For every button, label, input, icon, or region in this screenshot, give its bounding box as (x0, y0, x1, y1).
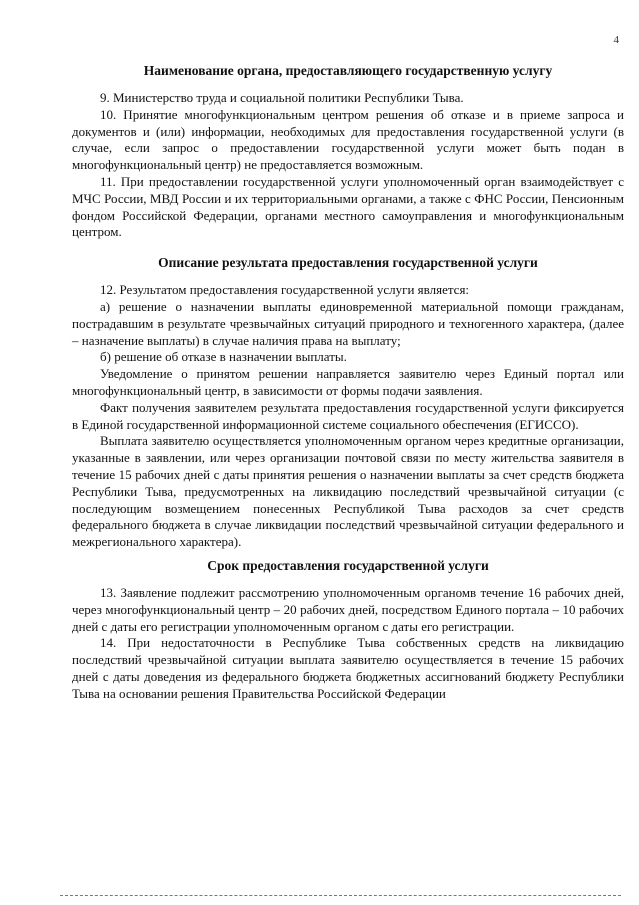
page-number: 4 (613, 34, 619, 46)
document-body (72, 56, 624, 703)
paragraph: Уведомление о принятом решении направляется заявителю через Единый портал или многофункциональный центр, в зависимости от формы подачи заявления. (72, 366, 624, 398)
section-service-term (72, 557, 624, 703)
paragraph: а) решение о назначении выплаты единовременной материальной помощи гражданам, пострадавшим в результате чрезвычайных ситуаций природного и техногенного характера, (далее – назначение выплаты) в случае наличия права на выплату; (72, 298, 624, 348)
paragraph: 9. Министерство труда и социальной политики Республики Тыва. (100, 90, 464, 105)
paragraph: Выплата заявителю осуществляется уполномоченным органом через кредитные организации, указанные в заявлении, или через организации почтовой связи по месту жительства заявителя в течение 15 рабочих дней с даты принятия решения о назначении выплаты за счет средств бюджета Республики Тыва, предусмотренных на ликвидацию последствий чрезвычайной ситуации (с последующим возмещением понесенных Республикой Тыва расходов за счет средств федерального бюджета в случае ликвидации последствий чрезвычайной ситуации федерального и межрегионального характера). (72, 433, 624, 550)
section-heading: Описание результата предоставления государственной услуги (158, 255, 538, 271)
section-service-result (72, 254, 624, 551)
section-heading: Наименование органа, предоставляющего государственную услугу (143, 63, 553, 78)
paragraph: 11. При предоставлении государственной услуги уполномоченный орган взаимодействует с МЧС России, МВД России и их территориальными органами, а также с ФНС России, Пенсионным фондом Российской Федерации, органами местного самоуправления и многофункциональным центром. (72, 173, 624, 240)
paragraph: 13. Заявление подлежит рассмотрению уполномоченным органомв течение 16 рабочих дней, через многофункциональный центр – 20 рабочих дней, посредством Единого портала – 10 рабочих дней с даты его регистрации уполномоченным органом с даты его регистрации. (72, 584, 624, 634)
section-issuing-authority (72, 62, 624, 241)
paragraph: 10. Принятие многофункциональным центром решения об отказе и в приеме запроса и документов и (или) информации, необходимых для предоставления государственной услуги (в случае, если запрос о предоставлении государственной услуги может быть подан в многофункциональный центр) не предоставляется возможным. (72, 106, 624, 173)
footer-divider (60, 895, 621, 896)
paragraph: 14. При недостаточности в Республике Тыва собственных средств на ликвидацию последствий чрезвычайной ситуации выплата заявителю осуществляется в течение 15 рабочих дней с даты доведения из федерального бюджета бюджетных ассигнований бюджету Республики Тыва на основании решения Правительства Российской Федерации (72, 635, 624, 701)
section-heading: Срок предоставления государственной услуги (207, 557, 489, 573)
paragraph: Факт получения заявителем результата предоставления государственной услуги фиксируется в Единой государственной информационной системе социального обеспечения (ЕГИССО). (72, 399, 624, 432)
paragraph: 12. Результатом предоставления государственной услуги является: (100, 282, 470, 298)
paragraph: б) решение об отказе в назначении выплаты. (100, 349, 347, 365)
